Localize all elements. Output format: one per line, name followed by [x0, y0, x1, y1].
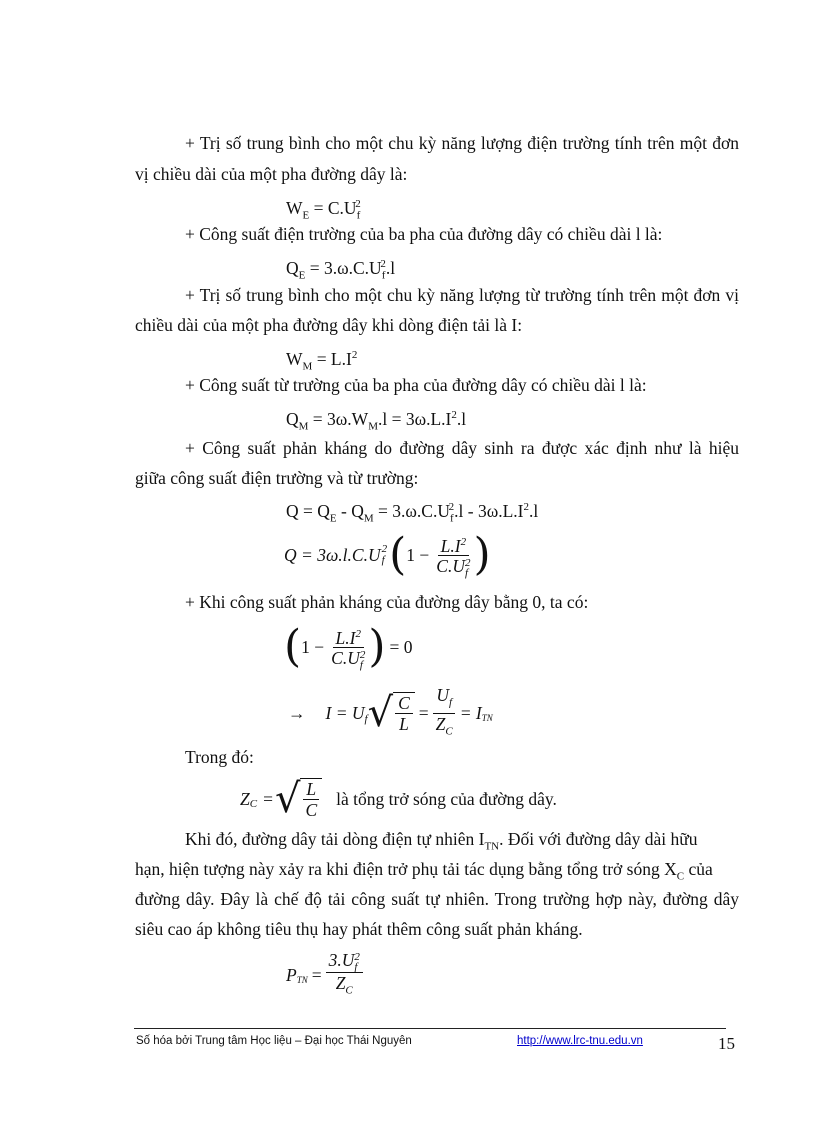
sqrt-c-over-l: √ $\frac{C}{L}$ [368, 692, 415, 734]
paragraph-7-line-3: đường dây. Đây là chế độ tải công suất tự nhiên. Trong trường hợp này, đường dây [135, 889, 739, 909]
paragraph-1-line-2: vị chiều dài của một pha đường dây là: [135, 164, 408, 184]
equation-q-difference: $Q = Q_E - Q_M = 3.\omega.C.U_f^2.l - 3\omega.L.I^2.l$ [286, 500, 539, 525]
paragraph-5-line-2: giữa công suất điện trường và từ trường: [135, 468, 419, 488]
equation-qm: $Q_M = 3\omega.W_M.l = 3\omega.L.I^2.l$ [286, 408, 467, 433]
formula-zero-condition: ( 1 − $L.I^2$ C.U 2 f ) = 0 [284, 621, 413, 672]
formula-q-expanded: Q = 3ω.l.C.U 2 f ( 1 − $L.I^2$ C.U 2 f ) [284, 529, 491, 580]
trong-do-label: Trong đó: [185, 747, 254, 767]
fraction-li2-cuf2: $L.I^2$ C.U 2 f [433, 532, 473, 579]
footer-divider [134, 1028, 726, 1029]
surge-impedance-description: là tổng trở sóng của đường dây. [336, 788, 557, 809]
equation-we: $W_E = C.U_f^2$ [286, 197, 361, 222]
paragraph-4: + Công suất từ trường của ba pha của đường dây có chiều dài l là: [185, 375, 647, 395]
formula-natural-power: P $_{TN}$ = 3.U 2 f $Z_C$ [286, 950, 363, 1000]
paragraph-3-line-2: chiều dài của một pha đường dây khi dòng điện tải là I: [135, 315, 523, 335]
equation-qe: $Q_E = 3.\omega.C.U_f^2.l$ [286, 257, 396, 282]
paragraph-6: + Khi công suất phản kháng của đường dây bằng 0, ta có: [185, 592, 589, 612]
page-number: 15 [718, 1034, 735, 1053]
paragraph-7-line-4: siêu cao áp không tiêu thụ hay phát thêm công suất phản kháng. [135, 919, 583, 939]
paragraph-1-line-1: + Trị số trung bình cho một chu kỳ năng lượng điện trường tính trên một đơn [185, 133, 739, 153]
paragraph-7-line-1: Khi đó, đường dây tải dòng điện tự nhiên $I_{TN}$. Đối với đường dây dài hữu [185, 829, 698, 853]
paragraph-5-line-1: + Công suất phản kháng do đường dây sinh ra được xác định như là hiệu [185, 438, 739, 458]
footer-source: Số hóa bởi Trung tâm Học liệu – Đại học Thái Nguyên [136, 1035, 412, 1047]
footer-link[interactable]: http://www.lrc-tnu.edu.vn [517, 1035, 643, 1047]
paragraph-2: + Công suất điện trường của ba pha của đường dây có chiều dài l là: [185, 224, 663, 244]
paragraph-3-line-1: + Trị số trung bình cho một chu kỳ năng lượng từ trường tính trên một đơn vị [185, 285, 739, 305]
arrow-icon: → [288, 702, 306, 723]
paragraph-7-line-2: hạn, hiện tượng này xảy ra khi điện trở phụ tải tác dụng bằng tổng trở sóng $X_C$ của [135, 859, 713, 883]
formula-natural-current: → I = U $_f$ √ $\frac{C}{L}$ = $\frac{U_f}{Z_C}$ = I $_{TN}$ [288, 685, 493, 737]
equation-wm: $W_M = L.I^2$ [286, 348, 358, 373]
formula-surge-impedance: Z $_C$ = √ $\frac{L}{C}$ là tổng trở sóng của đường dây. [240, 776, 557, 822]
